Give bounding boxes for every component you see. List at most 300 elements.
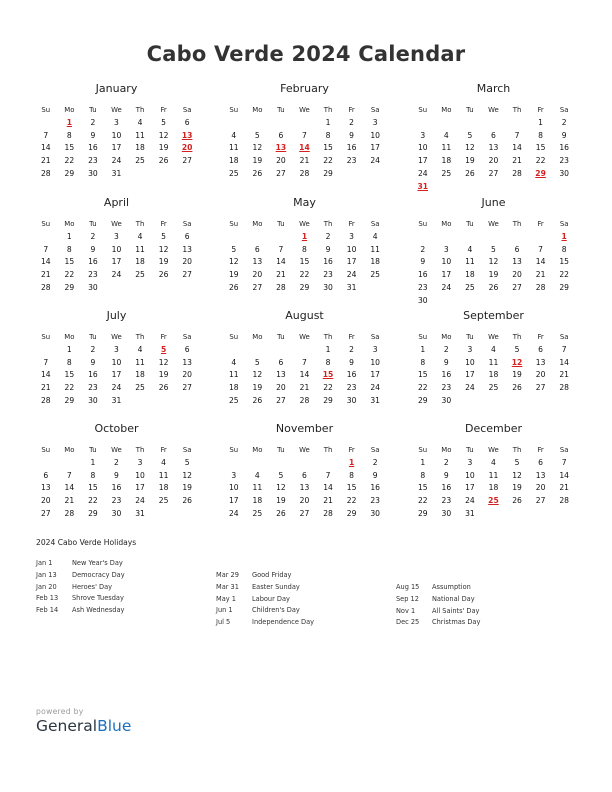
holiday-day-cell: 14 <box>299 143 310 153</box>
day-cell: 29 <box>64 168 75 178</box>
empty-day-cell <box>458 395 482 408</box>
day-cell: 1 <box>420 457 426 467</box>
day-cell: 5 <box>161 231 167 241</box>
day-cell: 22 <box>417 383 428 393</box>
day-cell: 26 <box>182 496 192 506</box>
empty-day-cell <box>246 457 270 470</box>
holiday-date: Jan 13 <box>36 570 57 579</box>
empty-day-cell <box>340 168 364 181</box>
day-cell: 29 <box>346 508 357 518</box>
day-cell: 4 <box>137 117 143 127</box>
weekday-label: Sa <box>182 333 192 341</box>
day-cell: 11 <box>135 130 145 140</box>
day-cell: 27 <box>276 395 286 405</box>
day-cell: 24 <box>111 383 122 393</box>
day-cell: 6 <box>43 470 49 480</box>
day-cell: 8 <box>538 130 544 140</box>
day-cell: 17 <box>111 370 122 380</box>
day-cell: 10 <box>111 357 122 367</box>
day-cell: 27 <box>182 156 192 166</box>
holiday-item <box>216 605 386 617</box>
day-cell: 23 <box>88 156 98 166</box>
holiday-item <box>396 582 566 594</box>
week-row <box>222 231 387 244</box>
holiday-day-cell: 31 <box>417 181 429 191</box>
day-cell: 8 <box>325 130 331 140</box>
weekday-label: We <box>488 220 499 228</box>
day-cell: 20 <box>535 370 546 380</box>
day-cell: 22 <box>346 496 357 506</box>
day-cell: 27 <box>488 168 499 178</box>
empty-day-cell <box>222 231 246 244</box>
holiday-item <box>216 594 386 606</box>
week-row <box>222 470 387 483</box>
holiday-date: Aug 15 <box>396 583 420 591</box>
day-cell: 18 <box>135 143 145 153</box>
day-cell: 28 <box>40 168 51 178</box>
month-days-grid <box>34 104 199 181</box>
day-cell: 13 <box>182 357 192 367</box>
day-cell: 28 <box>512 168 522 178</box>
week-row <box>222 142 387 155</box>
week-row <box>222 117 387 130</box>
day-cell: 29 <box>417 395 428 405</box>
day-cell: 6 <box>184 117 190 127</box>
day-cell: 22 <box>417 496 428 506</box>
empty-day-cell <box>269 117 293 130</box>
week-row <box>411 130 576 143</box>
weekday-label: We <box>111 106 122 114</box>
day-cell: 2 <box>90 344 96 354</box>
day-cell: 6 <box>184 344 190 354</box>
day-cell: 25 <box>135 383 145 393</box>
weekday-label: Mo <box>441 106 452 114</box>
holiday-item <box>216 582 386 594</box>
empty-day-cell <box>458 231 482 244</box>
day-cell: 11 <box>228 370 239 380</box>
day-cell: 13 <box>40 483 51 493</box>
day-cell: 19 <box>276 496 286 506</box>
day-cell: 24 <box>346 270 357 280</box>
empty-day-cell <box>246 344 270 357</box>
weekday-label: Mo <box>64 106 75 114</box>
empty-day-cell <box>269 457 293 470</box>
day-cell: 13 <box>535 357 546 367</box>
weekday-header <box>222 218 387 231</box>
day-cell: 31 <box>111 168 122 178</box>
week-row <box>222 508 387 521</box>
day-cell: 13 <box>182 244 192 254</box>
weekday-label: Su <box>418 446 428 454</box>
weekday-label: Su <box>418 106 428 114</box>
day-cell: 25 <box>441 168 452 178</box>
weekday-header <box>222 104 387 117</box>
day-cell: 16 <box>346 143 357 153</box>
empty-day-cell <box>128 168 152 181</box>
day-cell: 14 <box>559 357 569 367</box>
day-cell: 10 <box>135 470 145 480</box>
week-row <box>222 357 387 370</box>
day-cell: 22 <box>64 156 75 166</box>
empty-day-cell <box>435 295 459 308</box>
empty-day-cell <box>505 295 529 308</box>
holiday-name: Independence Day <box>252 618 315 627</box>
month-name: December <box>464 422 523 435</box>
month-days-grid <box>222 444 387 521</box>
day-cell: 20 <box>182 257 192 267</box>
day-cell: 3 <box>443 244 449 254</box>
day-cell: 30 <box>346 395 357 405</box>
day-cell: 16 <box>88 143 98 153</box>
day-cell: 28 <box>64 508 75 518</box>
day-cell: 12 <box>158 130 169 140</box>
day-cell: 17 <box>111 143 122 153</box>
weekday-label: Fr <box>537 106 544 114</box>
week-row <box>34 457 199 470</box>
empty-day-cell <box>175 395 199 408</box>
day-cell: 6 <box>278 357 284 367</box>
holiday-date: Mar 29 <box>216 571 239 579</box>
day-cell: 12 <box>252 370 263 380</box>
week-row <box>411 470 576 483</box>
day-cell: 8 <box>302 244 307 254</box>
day-cell: 1 <box>90 457 96 467</box>
day-cell: 15 <box>88 483 98 493</box>
day-cell: 31 <box>465 508 475 518</box>
day-cell: 16 <box>559 143 569 153</box>
weekday-label: Sa <box>370 446 380 454</box>
weekday-label: Fr <box>160 106 167 114</box>
day-cell: 12 <box>488 257 499 267</box>
day-cell: 22 <box>535 156 546 166</box>
day-cell: 9 <box>90 244 96 254</box>
day-cell: 14 <box>64 483 75 493</box>
holiday-column <box>216 570 386 629</box>
day-cell: 30 <box>88 168 98 178</box>
day-cell: 8 <box>349 470 355 480</box>
day-cell: 10 <box>465 357 475 367</box>
day-cell: 20 <box>252 270 263 280</box>
week-row <box>411 295 576 308</box>
month-days-grid <box>411 218 576 308</box>
day-cell: 25 <box>158 496 169 506</box>
day-cell: 3 <box>467 457 473 467</box>
day-cell: 29 <box>323 395 333 405</box>
day-cell: 14 <box>40 143 51 153</box>
day-cell: 20 <box>276 383 286 393</box>
weekday-header <box>222 331 387 344</box>
empty-day-cell <box>435 117 459 130</box>
day-cell: 11 <box>135 357 145 367</box>
day-cell: 24 <box>135 496 145 506</box>
day-cell: 23 <box>441 496 452 506</box>
day-cell: 21 <box>323 496 333 506</box>
day-cell: 3 <box>349 231 355 241</box>
weekday-label: Tu <box>277 446 285 454</box>
day-cell: 23 <box>323 270 333 280</box>
weekday-label: Sa <box>559 220 569 228</box>
weekday-label: Tu <box>277 333 285 341</box>
day-cell: 10 <box>228 483 239 493</box>
holiday-name: Shrove Tuesday <box>72 594 124 603</box>
holiday-date: Nov 1 <box>396 606 416 615</box>
day-cell: 14 <box>299 370 310 380</box>
day-cell: 7 <box>538 244 544 254</box>
weekday-label: Tu <box>277 220 285 228</box>
day-cell: 29 <box>417 508 428 518</box>
week-row <box>411 357 576 370</box>
day-cell: 13 <box>252 257 263 267</box>
weekday-label: We <box>299 333 310 341</box>
holiday-item <box>216 617 386 629</box>
day-cell: 23 <box>417 282 428 292</box>
day-cell: 12 <box>228 257 239 267</box>
day-cell: 24 <box>417 168 428 178</box>
empty-day-cell <box>529 181 553 194</box>
day-cell: 27 <box>512 282 522 292</box>
day-cell: 11 <box>488 357 499 367</box>
weekday-header <box>34 444 199 457</box>
week-row <box>34 395 199 408</box>
day-cell: 29 <box>299 282 310 292</box>
brand-footer <box>36 707 131 735</box>
day-cell: 7 <box>325 470 331 480</box>
day-cell: 3 <box>372 344 378 354</box>
day-cell: 15 <box>559 257 569 267</box>
day-cell: 12 <box>465 143 475 153</box>
day-cell: 2 <box>90 231 96 241</box>
week-row <box>411 382 576 395</box>
weekday-header <box>222 444 387 457</box>
holiday-day-cell: 5 <box>160 344 167 354</box>
day-cell: 20 <box>40 496 51 506</box>
week-row <box>411 369 576 382</box>
day-cell: 10 <box>111 244 122 254</box>
week-row <box>411 117 576 130</box>
weekday-header <box>34 331 199 344</box>
week-row <box>411 244 576 257</box>
day-cell: 6 <box>538 457 544 467</box>
empty-day-cell <box>34 117 58 130</box>
day-cell: 29 <box>559 282 569 292</box>
weekday-label: Sa <box>370 106 380 114</box>
holiday-date: Feb 13 <box>36 594 59 603</box>
day-cell: 3 <box>467 344 473 354</box>
weekday-label: Su <box>229 220 239 228</box>
weekday-label: Su <box>41 220 51 228</box>
day-cell: 17 <box>228 496 239 506</box>
day-cell: 27 <box>535 496 546 506</box>
day-cell: 18 <box>135 370 145 380</box>
month-name: August <box>285 309 324 322</box>
week-row <box>34 130 199 143</box>
weekday-label: Tu <box>466 446 474 454</box>
day-cell: 21 <box>64 496 75 506</box>
month-days-grid <box>222 218 387 295</box>
week-row <box>34 269 199 282</box>
day-cell: 15 <box>64 370 75 380</box>
empty-day-cell <box>316 457 340 470</box>
empty-day-cell <box>246 117 270 130</box>
weekday-label: Tu <box>277 106 285 114</box>
day-cell: 8 <box>66 244 72 254</box>
day-cell: 18 <box>158 483 169 493</box>
day-cell: 26 <box>252 168 263 178</box>
week-row <box>222 130 387 143</box>
holiday-day-cell: 1 <box>301 231 308 241</box>
empty-day-cell <box>246 231 270 244</box>
day-cell: 2 <box>114 457 119 467</box>
month-name: February <box>280 82 329 95</box>
weekday-label: Fr <box>348 333 355 341</box>
weekday-label: Sa <box>182 220 192 228</box>
weekday-label: Fr <box>348 106 355 114</box>
day-cell: 19 <box>512 483 522 493</box>
day-cell: 15 <box>417 483 428 493</box>
week-row <box>222 382 387 395</box>
day-cell: 16 <box>111 483 122 493</box>
day-cell: 14 <box>559 470 569 480</box>
day-cell: 16 <box>323 257 333 267</box>
day-cell: 13 <box>535 470 546 480</box>
day-cell: 4 <box>231 130 237 140</box>
day-cell: 30 <box>323 282 333 292</box>
day-cell: 21 <box>299 383 310 393</box>
empty-day-cell <box>458 181 482 194</box>
day-cell: 10 <box>346 244 357 254</box>
holiday-name: All Saints' Day <box>432 606 480 615</box>
day-cell: 31 <box>111 395 122 405</box>
day-cell: 9 <box>349 357 355 367</box>
day-cell: 13 <box>299 483 310 493</box>
week-row <box>34 117 199 130</box>
holiday-name: Good Friday <box>252 571 292 579</box>
week-row <box>34 155 199 168</box>
empty-day-cell <box>458 117 482 130</box>
month-name: January <box>95 82 138 95</box>
day-cell: 9 <box>90 357 96 367</box>
month-name: September <box>463 309 524 322</box>
day-cell: 3 <box>114 117 119 127</box>
day-cell: 27 <box>276 168 286 178</box>
weekday-label: Mo <box>252 106 263 114</box>
day-cell: 17 <box>111 257 122 267</box>
day-cell: 26 <box>276 508 286 518</box>
weekday-label: We <box>111 333 122 341</box>
day-cell: 8 <box>66 357 72 367</box>
day-cell: 24 <box>465 496 475 506</box>
day-cell: 5 <box>467 130 473 140</box>
weekday-label: Sa <box>559 333 569 341</box>
day-cell: 22 <box>323 156 333 166</box>
weekday-label: Su <box>418 333 428 341</box>
month-name: July <box>106 309 127 322</box>
day-cell: 19 <box>158 257 169 267</box>
day-cell: 12 <box>158 244 169 254</box>
day-cell: 21 <box>535 270 546 280</box>
weekday-label: Fr <box>160 446 167 454</box>
day-cell: 30 <box>111 508 122 518</box>
empty-day-cell <box>482 395 506 408</box>
empty-day-cell <box>128 282 152 295</box>
brand-general: General <box>36 717 98 735</box>
day-cell: 19 <box>158 370 169 380</box>
weekday-label: We <box>488 106 499 114</box>
day-cell: 23 <box>111 496 122 506</box>
day-cell: 25 <box>252 508 263 518</box>
week-row <box>411 142 576 155</box>
holiday-date: Dec 25 <box>396 618 420 627</box>
day-cell: 2 <box>349 344 355 354</box>
empty-day-cell <box>529 508 553 521</box>
day-cell: 18 <box>228 383 239 393</box>
holiday-name: Labour Day <box>252 594 290 603</box>
day-cell: 15 <box>64 257 75 267</box>
empty-day-cell <box>482 117 506 130</box>
day-cell: 4 <box>467 244 473 254</box>
weekday-label: We <box>111 220 122 228</box>
day-cell: 2 <box>349 117 355 127</box>
holiday-item <box>396 594 566 606</box>
day-cell: 9 <box>349 130 355 140</box>
empty-day-cell <box>152 508 176 521</box>
day-cell: 3 <box>420 130 426 140</box>
week-row <box>222 369 387 382</box>
day-cell: 16 <box>417 270 428 280</box>
day-cell: 2 <box>372 457 378 467</box>
day-cell: 22 <box>299 270 310 280</box>
month-days-grid <box>222 331 387 408</box>
empty-day-cell <box>552 508 576 521</box>
day-cell: 2 <box>325 231 331 241</box>
empty-day-cell <box>505 508 529 521</box>
holiday-name: Heroes' Day <box>72 582 113 591</box>
day-cell: 30 <box>441 508 452 518</box>
empty-day-cell <box>435 181 459 194</box>
day-cell: 1 <box>538 117 544 127</box>
week-row <box>222 395 387 408</box>
day-cell: 11 <box>488 470 499 480</box>
weekday-label: Fr <box>348 446 355 454</box>
day-cell: 16 <box>370 483 380 493</box>
day-cell: 17 <box>346 257 357 267</box>
day-cell: 20 <box>276 156 286 166</box>
brand-logo <box>36 717 131 735</box>
weekday-label: Mo <box>441 333 452 341</box>
month-days-grid <box>222 104 387 181</box>
day-cell: 11 <box>465 257 475 267</box>
day-cell: 14 <box>535 257 546 267</box>
day-cell: 4 <box>443 130 449 140</box>
weekday-label: We <box>299 220 310 228</box>
day-cell: 19 <box>488 270 499 280</box>
day-cell: 25 <box>228 168 239 178</box>
day-cell: 10 <box>441 257 452 267</box>
day-cell: 21 <box>40 270 51 280</box>
day-cell: 27 <box>252 282 263 292</box>
day-cell: 4 <box>231 357 237 367</box>
week-row <box>222 155 387 168</box>
weekday-label: Th <box>512 220 522 228</box>
weekday-label: Fr <box>160 333 167 341</box>
day-cell: 5 <box>254 130 260 140</box>
day-cell: 28 <box>535 282 546 292</box>
day-cell: 2 <box>90 117 96 127</box>
holiday-item <box>36 582 206 594</box>
day-cell: 10 <box>370 130 380 140</box>
weekday-label: Sa <box>559 106 569 114</box>
month-days-grid <box>411 444 576 521</box>
